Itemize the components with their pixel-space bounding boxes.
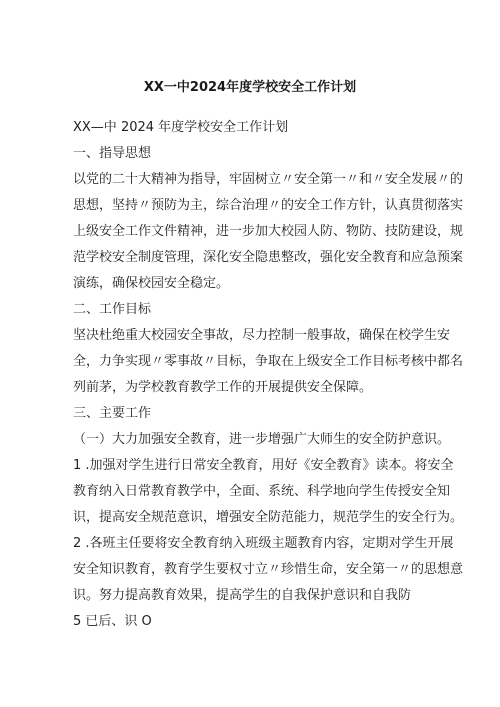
subtitle-line: XX—中 2024 年度学校安全工作计划 [73,120,289,135]
paragraph-line: 识。努力提高教育效果，提高学生的自我保护意识和自我防 [73,588,412,603]
paragraph-line: 安全知识教育，教育学生要权寸立〃珍惜生命，安全第一〃的思想意 [73,562,464,577]
paragraph-line: 1 .加强对学生进行日常安全教育，用好《安全教育》读本。将安全 [73,458,454,473]
paragraph-line: 教育纳入日常教育教学中，全面、系统、科学地向学生传授安全知 [73,484,451,499]
paragraph-line: 5 已后、识 O [73,614,152,629]
paragraph-line: 坚决杜绝重大校园安全事故，尽力控制一般事故，确保在校学生安 [73,328,451,343]
paragraph-line: 演练，确保校园安全稳定。 [73,276,230,291]
section-heading-main-work: 三、主要工作 [73,406,152,421]
paragraph-line: 2 .各班主任要将安全教育纳入班级主题教育内容，定期对学生开展 [73,536,454,551]
paragraph-line: 全，力争实现〃零事故〃目标，争取在上级安全工作目标考核中都名 [73,354,464,369]
paragraph-line: 上级安全工作文件精神，进一步加大校园人防、物防、技防建设，规 [73,224,464,239]
paragraph-line: 列前茅，为学校教育教学工作的开展提供安全保障。 [73,380,373,395]
paragraph-line: 思想，坚持〃预防为主，综合治理〃的安全工作方针，认真贯彻落实 [73,198,464,213]
document-title: XX一中2024年度学校安全工作计划 [143,80,357,95]
paragraph-line: 范学校安全制度管理，深化安全隐患整改，强化安全教育和应急预案 [73,250,464,265]
paragraph-line: 识，提高安全规范意识，增强安全防范能力，规范学生的安全行为。 [73,510,464,525]
paragraph-line: 以党的二十大精神为指导，牢固树立〃安全第一〃和〃安全发展〃的 [73,172,464,187]
subsection-heading: （一）大力加强安全教育，进一步增强广大师生的安全防护意识。 [73,432,451,447]
section-heading-work-goals: 二、工作目标 [73,302,152,317]
section-heading-guiding-ideology: 一、指导思想 [73,146,152,161]
